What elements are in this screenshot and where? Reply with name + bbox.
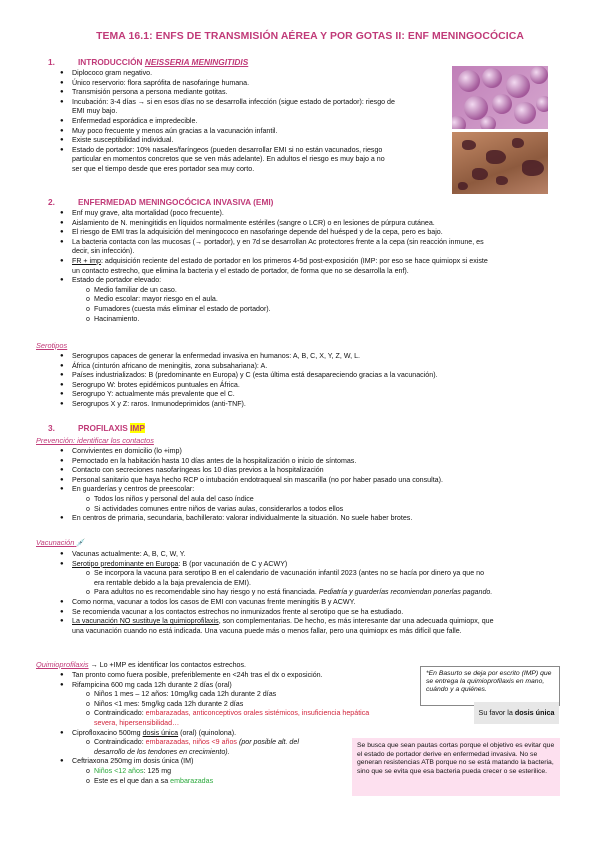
list-subitem: o Este es el que dan a sa embarazadas [60,777,430,787]
list-subitem: o Se incorpora la vacuna para serotipo B en el calendario de vacunación infantil 2023 (antes no se hacía por dinero ya que no era rentable debido a la baja prevalencia de EMI). [60,569,560,588]
list-item: ● Personal sanitario que haya hecho RCP o intubación endotraqueal sin mascarilla (no por haber pasado una consulta). [60,476,560,486]
section-subtitle: NEISSERIA MENINGITIDIS [144,57,249,67]
list-item: ● Convivientes en domicilio (lo +imp) [60,447,560,457]
list-item: ● Incubación: 3-4 días → si en esos días no se desarrolla infección (sigue estado de portador): riesgo de EMI muy bajo. [60,98,450,117]
list-item: ● Contacto con secreciones nasofaríngeas los 10 días previos a la hospitalización [60,466,560,476]
list-item: ● Tan pronto como fuera posible, preferiblemente en <24h tras el dx o exposición. [60,671,430,681]
pautas-note: Se busca que sean pautas cortas porque el objetivo es evitar que el estado de portador derive en enfermedad invasiva. No se generan resistencias ATB porque no se está matando la bacteria, sino que se evita que esa bacteria pueda crecer o se esterilice. [352,738,560,796]
list-subitem: o Fumadores (cuesta más eliminar el estado de portador). [60,305,560,315]
list-item: ● Vacunas actualmente: A, B, C, W, Y. [60,550,560,560]
list-item: ● Serotipo predominante en Europa: B (por vacunación de C y ACWY) [60,560,560,570]
list-item: ● El riesgo de EMI tras la adquisición del meningococo en nasofaringe depende del huésped y de la cepa, pero es bajo. [60,228,560,238]
list-item: ● Ceftriaxona 250mg im dosis única (IM) [60,757,430,767]
quimio-intro: → Lo +IMP es identificar los contactos estrechos. [90,661,246,669]
list-subitem: o Niños <1 mes: 5mg/kg cada 12h durante 2 días [60,700,430,710]
list-item: ● Estado de portador elevado: [60,276,560,286]
list-item: ● Estado de portador: 10% nasales/faríngeos (pueden desarrollar EMI si no están vacunados, riesgo particular en momentos concretos que se ven más adelante). En adultos el riesgo es muy bajo a no ser que el tiempo desde que eres portador sea muy corto. [60,146,450,175]
list-item: ● FR + imp: adquisición reciente del estado de portador en los primeros 4-5d post-exposición (IMP: por eso se hace quimiopx si existe un contacto estrecho, que elimina la bacteria y el estado de portador, de forma que no se desarrolla la enf). [60,257,560,276]
list-item: ● Muy poco frecuente y menos aún gracias a la vacunación infantil. [60,127,450,137]
list-item: ● La bacteria contacta con las mucosas (→ portador), y en 7d se desarrollan Ac protectores frente a la cepa (sin reacción inmune, es decir, sin infección). [60,238,560,257]
list-subitem: o Niños <12 años: 125 mg [60,767,430,777]
list-item: ● Único reservorio: flora saprófita de nasofaringe humana. [60,79,450,89]
purpura-skin-image [452,132,548,194]
list-item: ● África (cinturón africano de meningitis, zona subsahariana): A. [60,362,560,372]
section-title: ENFERMEDAD MENINGOCÓCICA INVASIVA (EMI) [78,197,274,207]
list-item: ● Serogrupos capaces de generar la enfermedad invasiva en humanos: A, B, C, X, Y, Z, W, L. [60,352,560,362]
list-item: ● Países industrializados: B (predominante en Europa) y C (esta última está desapareciendo gracias a la vacunación). [60,371,560,381]
list-item: ● Diplococo gram negativo. [60,69,450,79]
list-subitem: o Hacinamiento. [60,315,560,325]
prevencion-list [60,447,560,524]
section-title: INTRODUCCIÓN [78,57,143,67]
intro-list [60,69,450,175]
list-subitem: o Contraindicado: embarazadas, niños <9 años (por posible alt. del desarrollo de los tendones en crecimiento). [60,738,430,757]
list-item: ● En guarderías y centros de preescolar: [60,485,560,495]
list-subitem: o Si actividades comunes entre niños de varias aulas, considerarlos a todos ellos [60,505,560,515]
list-item: ● Se recomienda vacunar a los contactos estrechos no inmunizados frente al serotipo que se ha estudiado. [60,608,560,618]
list-item: ● Enf muy grave, alta mortalidad (poco frecuente). [60,209,560,219]
list-item: ● Serogrupos X y Z: raros. Inmunodeprimidos (anti-TNF). [60,400,560,410]
basurto-note: *En Basurto se deja por escrito (IMP) que se entrega la quimioprofilaxis en mano, cuándo y a quiénes. [420,666,560,706]
quimio-heading [36,660,246,671]
quimio-label: Quimioprofilaxis [36,660,89,669]
list-subitem: o Para adultos no es recomendable sino hay riesgo y no está financiada. Pediatría y guarderías recomiendan ponerlas pagando. [60,588,560,598]
list-subitem: o Todos los niños y personal del aula del caso índice [60,495,560,505]
list-item: ● La vacunación NO sustituye la quimioprofilaxis, son complementarias. De hecho, es más interesante dar una adecuada quimiopx, que una vacunación cuando no está indicada. Una vacuna puede más o menos fallar, pero una quimiopx es más difícil que falle. [60,617,560,636]
section-title: PROFILAXIS [78,423,128,433]
serotipos-label: Serotipos [36,341,68,350]
imp-highlight: IMP [130,423,145,433]
list-item: ● Aislamiento de N. meningitidis en líquidos normalmente estériles (sangre o LCR) o en lesiones de púrpura cutánea. [60,219,560,229]
list-item: ● Serogrupo Y: actualmente más prevalente que el C. [60,390,560,400]
list-item: ● Existe susceptibilidad individual. [60,136,450,146]
list-item: ● En centros de primaria, secundaria, bachillerato: valorar individualmente la situación. No suele haber brotes. [60,514,560,524]
page-title: TEMA 16.1: ENFS DE TRANSMISIÓN AÉREA Y POR GOTAS II: ENF MENINGOCÓCICA [96,31,524,42]
vacunacion-label: Vacunación 💉 [36,538,86,547]
list-subitem: o Contraindicado: embarazadas, anticonceptivos orales sistémicos, insuficiencia hepática severa, hipersensibilidad… [60,709,430,728]
list-item: ● Transmisión persona a persona mediante gotitas. [60,88,450,98]
vacunacion-list [60,550,560,636]
list-item: ● Ciprofloxacino 500mg dosis única (oral) (quinolona). [60,729,430,739]
list-item: ● Enfermedad esporádica e impredecible. [60,117,450,127]
list-item: ● Pernoctado en la habitación hasta 10 días antes de la hospitalización o inicio de síntomas. [60,457,560,467]
syringe-icon: 💉 [76,538,86,547]
section-number: 2. [48,197,55,207]
list-subitem: o Niños 1 mes – 12 años: 10mg/kg cada 12h durante 2 días [60,690,430,700]
list-subitem: o Medio familiar de un caso. [60,286,560,296]
section-heading-3 [48,424,145,434]
bacteria-micrograph-image [452,66,548,129]
section-heading-1 [48,58,248,68]
section-heading-2 [48,198,273,208]
serotipos-list [60,352,560,410]
emi-list [60,209,560,324]
list-item: ● Rifampicina 600 mg cada 12h durante 2 días (oral) [60,681,430,691]
list-subitem: o Medio escolar: mayor riesgo en el aula. [60,295,560,305]
section-number: 1. [48,57,55,67]
section-number: 3. [48,423,55,433]
list-item: ● Serogrupo W: brotes epidémicos puntuales en África. [60,381,560,391]
prevencion-label: Prevención: identificar los contactos [36,436,154,445]
favor-note: Su favor la dosis única [474,702,559,724]
list-item: ● Como norma, vacunar a todos los casos de EMI con vacunas frente meningitis B y ACWY. [60,598,560,608]
